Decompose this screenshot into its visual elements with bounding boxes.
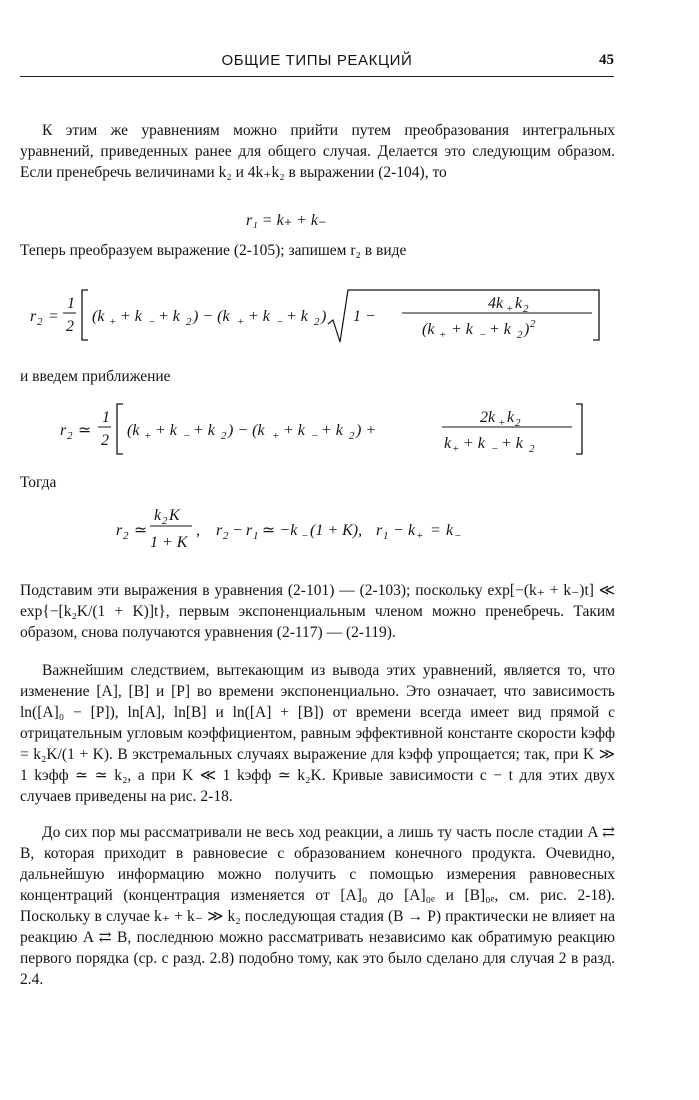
svg-text:) − (k: ) − (k <box>228 422 265 439</box>
svg-text:r: r <box>376 522 383 539</box>
svg-text:r: r <box>216 522 223 539</box>
svg-text:2: 2 <box>186 316 192 328</box>
running-header <box>20 52 614 74</box>
paragraph-5: Подставим эти выражения в уравнения (2-101) — (2-103); поскольку exp[−(k₊ + k₋)t] ≪ exp{−[k₂K/(1 + K)]t}, первым экспоненциальным членом можно пренебречь. Таким образом, снова получаются уравнения (2-117) — (2-119). <box>20 582 615 641</box>
svg-text:1 + K: 1 + K <box>150 534 188 551</box>
header-rule <box>20 76 614 77</box>
svg-text:k: k <box>444 435 452 452</box>
svg-text:(1 + K),: (1 + K), <box>310 522 363 539</box>
page-number: 45 <box>599 52 614 68</box>
svg-text:2: 2 <box>530 318 536 330</box>
svg-text:2: 2 <box>67 430 73 442</box>
svg-text:−: − <box>183 430 191 442</box>
svg-text:1: 1 <box>253 530 259 542</box>
svg-text:k: k <box>154 507 162 524</box>
equation-4-formula <box>116 502 546 558</box>
paragraph-3: и введем приближение <box>20 368 171 385</box>
equation-2-formula <box>30 284 615 348</box>
paragraph-7: До сих пор мы рассматривали не весь ход реакции, а лишь ту часть после стадии A ⇄ B, которая приходит в равновесие с образованием конечного продукта. Очевидно, дальнейшую информацию можно получить с помощью измерения равновесных концентраций (концентрация изменяется от [A]₀ до [A]₀ₑ и [B]₀ₑ, см. рис. 2-18). Поскольку в случае k₊ + k₋ ≫ k₂ последующая стадия (B → P) практически не влияет на реакцию A ⇄ B, последнюю можно рассматривать независимо как обратимую реакцию первого порядка (ср. с разд. 2.8) подобно тому, как это было сделано для случая 2 в разд. 2.4. <box>20 824 615 988</box>
svg-text:) +: ) + <box>356 422 377 439</box>
equation-3-formula <box>60 398 600 462</box>
svg-text:1 −: 1 − <box>353 308 376 325</box>
svg-text:−: − <box>491 443 499 455</box>
svg-text:−: − <box>276 316 284 328</box>
svg-text:+ k: + k <box>463 435 485 452</box>
svg-text:+ k: + k <box>193 422 215 439</box>
svg-text:2k: 2k <box>480 409 496 426</box>
svg-text:≃: ≃ <box>78 422 92 439</box>
svg-text:+: + <box>506 303 514 315</box>
svg-text:+: + <box>237 316 245 328</box>
equation-3 <box>60 398 600 467</box>
svg-text:=: = <box>48 308 59 325</box>
svg-text:−: − <box>232 522 243 539</box>
svg-text:=: = <box>430 522 441 539</box>
svg-text:2: 2 <box>523 303 529 315</box>
svg-text:) − (k: ) − (k <box>193 308 230 325</box>
svg-text:≃: ≃ <box>134 522 148 539</box>
svg-text:1: 1 <box>383 530 389 542</box>
equation-4 <box>116 502 546 563</box>
svg-text:(k: (k <box>92 308 105 325</box>
svg-text:−: − <box>148 316 156 328</box>
svg-text:1: 1 <box>67 295 75 312</box>
svg-text:2: 2 <box>529 443 535 455</box>
svg-text:+ k: + k <box>321 422 343 439</box>
svg-text:+ k: + k <box>283 422 305 439</box>
svg-text:+ k: + k <box>501 435 523 452</box>
svg-text:2: 2 <box>517 329 523 341</box>
paragraph-1: К этим же уравнениям можно прийти путем преобразования интегральных уравнений, приведенных ранее для общего случая. Делается это следующим образом. Если пренебречь величинами k₂ и 4k₊k₂ в выражении (2-104), то <box>20 122 615 181</box>
svg-text:−: − <box>311 430 319 442</box>
svg-text:+: + <box>144 430 152 442</box>
svg-text:+ k: + k <box>158 308 180 325</box>
svg-text:2: 2 <box>66 318 74 335</box>
svg-text:2: 2 <box>314 316 320 328</box>
svg-text:2: 2 <box>515 417 521 429</box>
svg-text:(k: (k <box>422 321 435 338</box>
paragraph-6: Важнейшим следствием, вытекающим из вывода этих уравнений, является то, что изменение [A], [B] и [P] во времени экспоненциально. Это означает, что зависимость ln([A]₀ − [P]), ln[A], ln[B] и ln([A] + [B]) от времени всегда имеет вид прямой с отрицательным угловым коэффициентом, равным эффективной константе скорости kэфф = k₂K/(1 + K). В экстремальных случаях выражение для kэфф упрощается; так, при K ≫ 1 kэфф ≃ ≃ k₂, а при K ≪ 1 kэфф ≃ k₂K. Кривые зависимости c − t для этих двух случаев приведены на рис. 2-18. <box>20 662 615 805</box>
svg-text:+: + <box>109 316 117 328</box>
svg-text:k: k <box>507 409 515 426</box>
paragraph-2: Теперь преобразуем выражение (2-105); запишем r₂ в виде <box>20 242 407 259</box>
svg-text:4k: 4k <box>488 295 504 312</box>
svg-text:1: 1 <box>102 409 110 426</box>
equation-2 <box>30 284 615 353</box>
svg-text:2: 2 <box>37 316 43 328</box>
svg-text:): ) <box>524 321 530 338</box>
svg-text:): ) <box>321 308 327 325</box>
svg-text:r: r <box>60 422 67 439</box>
svg-text:(k: (k <box>127 422 140 439</box>
svg-text:,: , <box>196 522 200 539</box>
svg-text:K: K <box>169 507 180 524</box>
paragraph-4: Тогда <box>20 474 57 491</box>
svg-text:−: − <box>301 530 309 542</box>
svg-text:+ k: + k <box>120 308 142 325</box>
svg-text:k: k <box>446 522 454 539</box>
svg-text:−: − <box>479 329 487 341</box>
svg-text:2: 2 <box>221 430 227 442</box>
chapter-title: ОБЩИЕ ТИПЫ РЕАКЦИЙ <box>221 52 413 69</box>
svg-text:2: 2 <box>162 515 168 527</box>
svg-text:r: r <box>30 308 37 325</box>
equation-1-text: r₁ = k₊ + k₋ <box>246 212 327 229</box>
svg-text:+: + <box>439 329 447 341</box>
svg-text:r: r <box>116 522 123 539</box>
svg-text:+ k: + k <box>489 321 511 338</box>
svg-text:2: 2 <box>349 430 355 442</box>
svg-text:2: 2 <box>223 530 229 542</box>
svg-text:r: r <box>246 522 253 539</box>
svg-text:−: − <box>454 530 462 542</box>
svg-text:+ k: + k <box>451 321 473 338</box>
svg-text:2: 2 <box>101 432 109 449</box>
svg-text:≃ −k: ≃ −k <box>262 522 298 539</box>
svg-text:k: k <box>408 522 416 539</box>
svg-text:+: + <box>416 530 424 542</box>
svg-text:+: + <box>452 443 460 455</box>
svg-text:+ k: + k <box>248 308 270 325</box>
svg-text:+ k: + k <box>286 308 308 325</box>
svg-text:+: + <box>272 430 280 442</box>
svg-text:−: − <box>393 522 404 539</box>
svg-text:+ k: + k <box>155 422 177 439</box>
equation-1 <box>246 210 326 230</box>
svg-text:2: 2 <box>123 530 129 542</box>
svg-text:k: k <box>515 295 523 312</box>
svg-text:+: + <box>498 417 506 429</box>
